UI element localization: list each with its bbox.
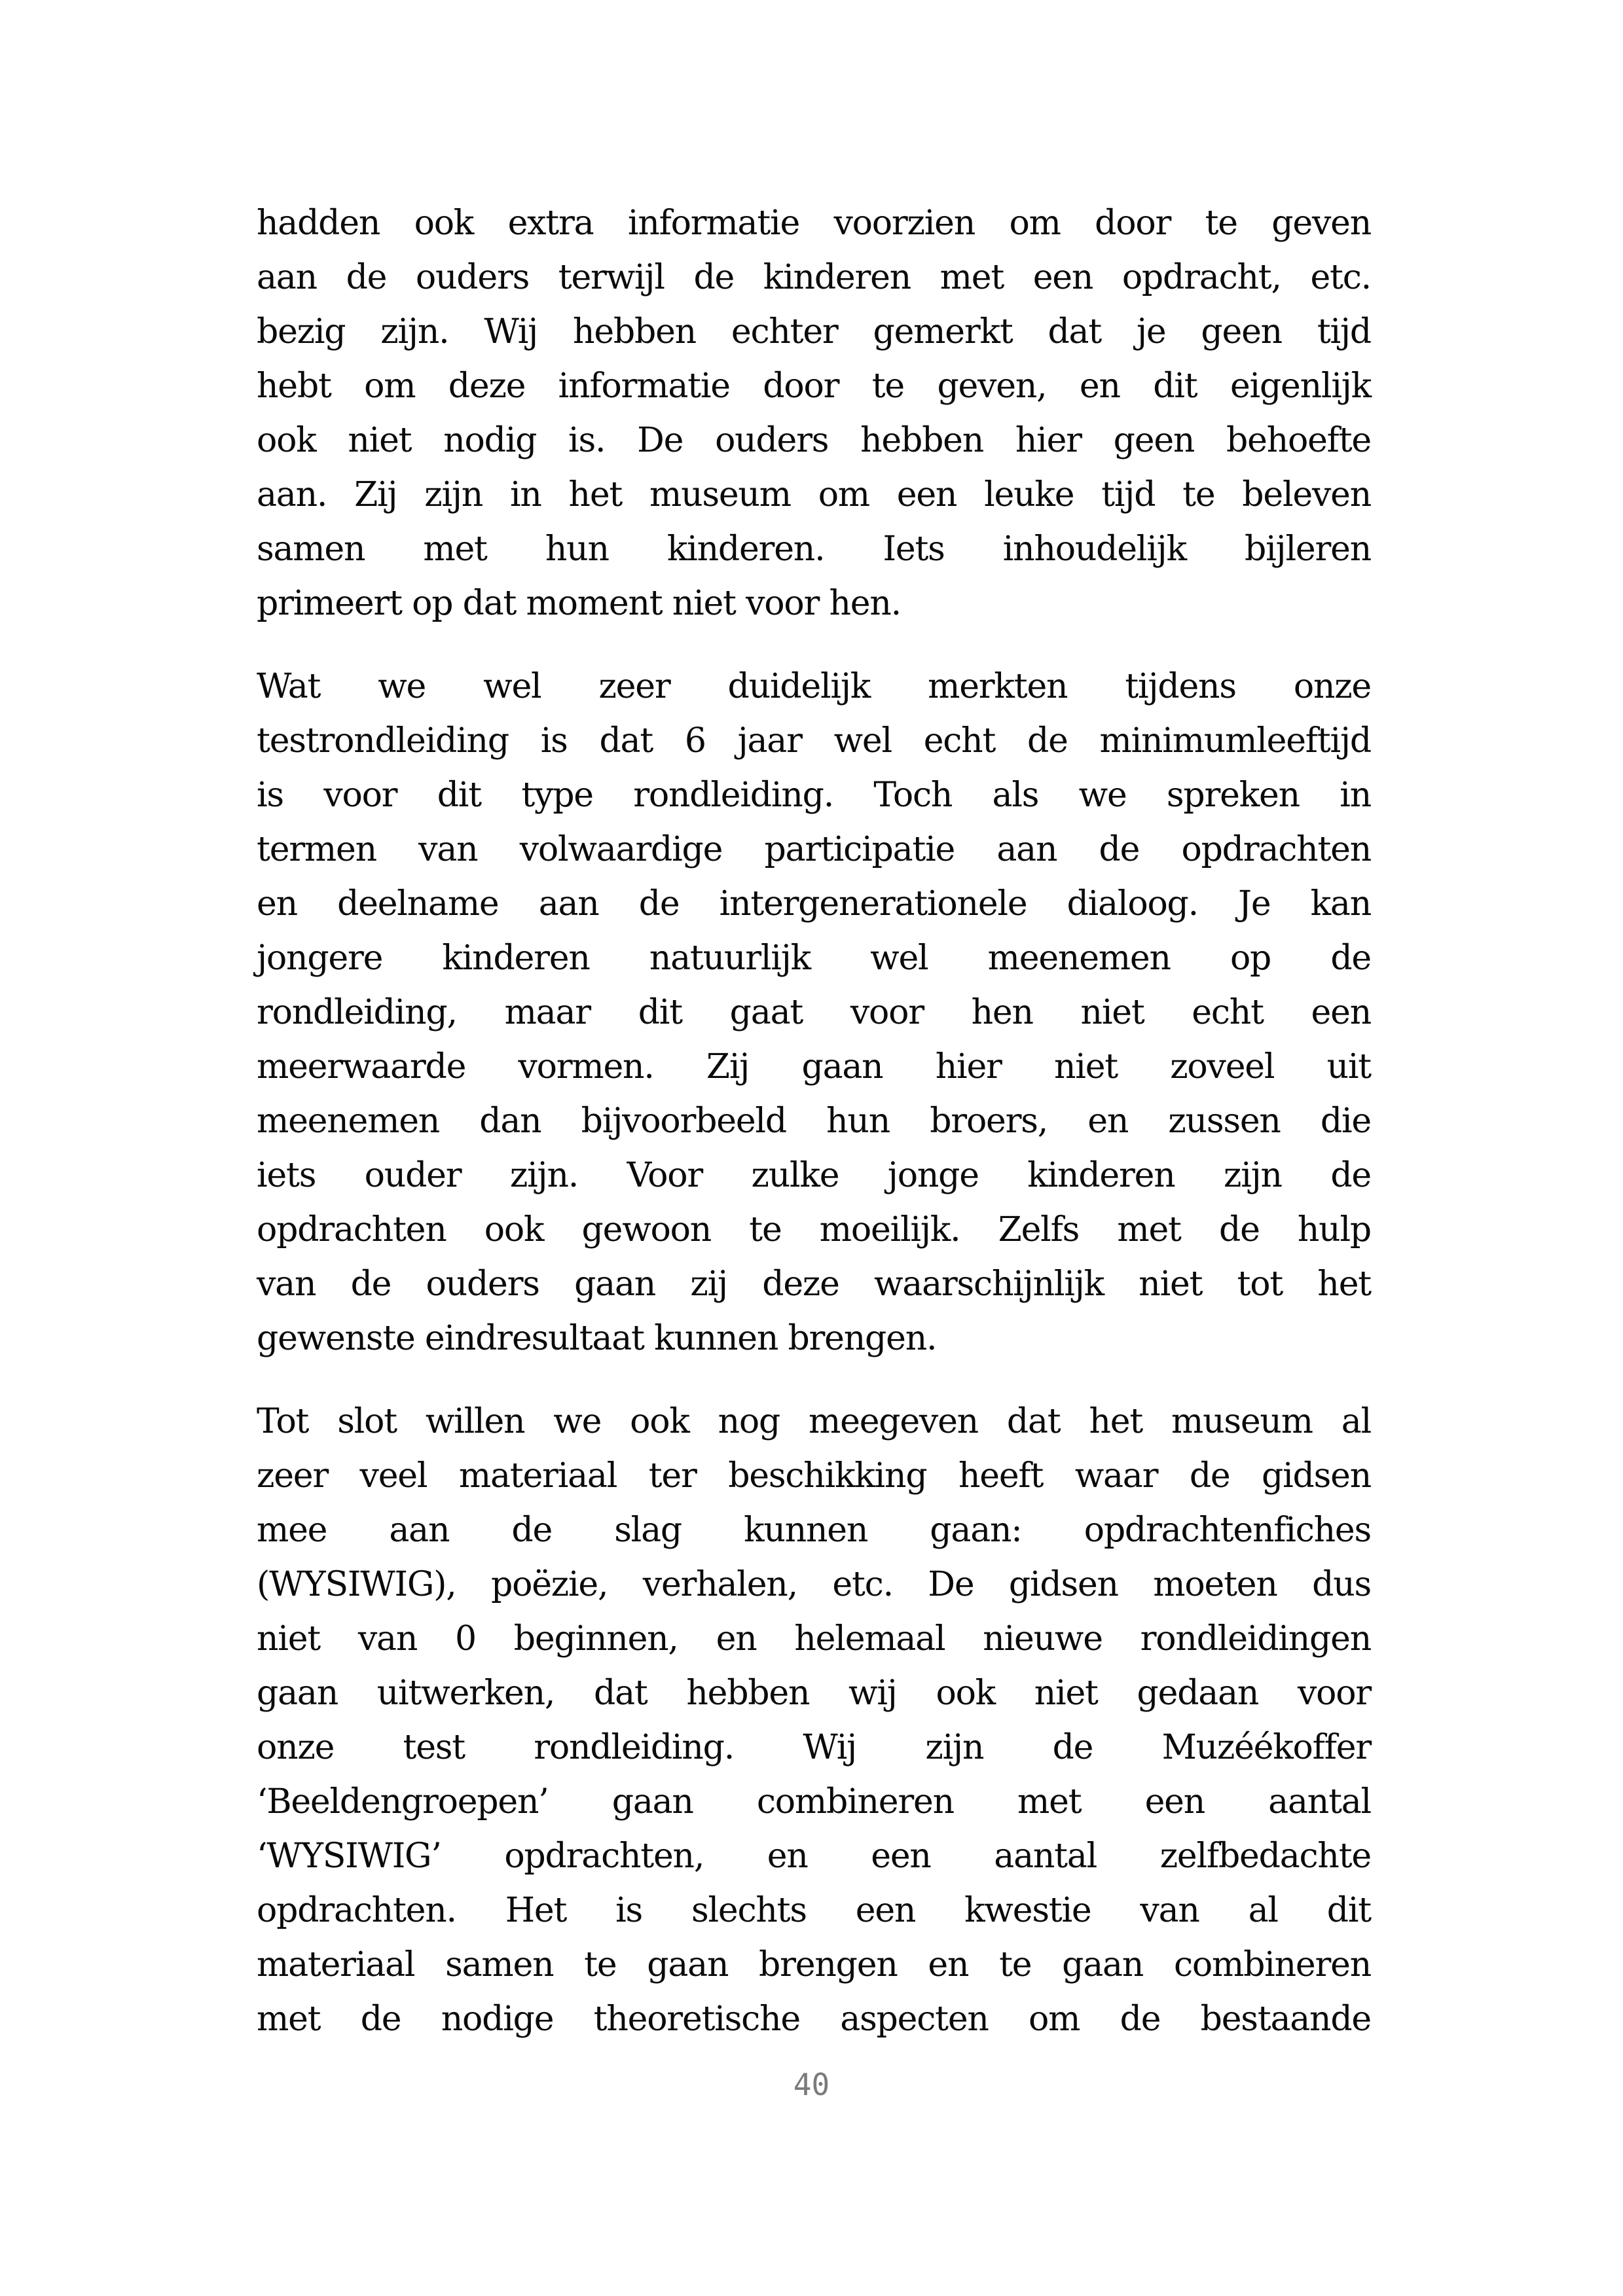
text-line: materiaal samen te gaan brengen en te gaan combineren: [257, 1945, 1371, 1984]
text-line: (WYSIWIG), poëzie, verhalen, etc. De gidsen moeten dus: [257, 1565, 1371, 1604]
text-line: bezig zijn. Wij hebben echter gemerkt dat je geen tijd: [257, 312, 1371, 351]
text-line: aan de ouders terwijl de kinderen met een opdracht, etc.: [257, 258, 1371, 297]
text-line: niet van 0 beginnen, en helemaal nieuwe rondleidingen: [257, 1619, 1371, 1659]
paragraph-1: [257, 196, 1371, 631]
text-line: hadden ook extra informatie voorzien om door te geven: [257, 204, 1371, 243]
text-line: zeer veel materiaal ter beschikking heeft waar de gidsen: [257, 1456, 1371, 1496]
text-line: gewenste eindresultaat kunnen brengen.: [257, 1319, 937, 1358]
text-line: ook niet nodig is. De ouders hebben hier geen behoefte: [257, 421, 1371, 460]
text-line: van de ouders gaan zij deze waarschijnlijk niet tot het: [257, 1265, 1371, 1304]
text-line: hebt om deze informatie door te geven, en dit eigenlijk: [257, 367, 1371, 406]
paragraph-2: [257, 660, 1371, 1366]
text-line: aan. Zij zijn in het museum om een leuke tijd te beleven: [257, 475, 1371, 514]
text-line: met de nodige theoretische aspecten om de bestaande: [257, 2000, 1371, 2039]
text-line: ‘Beeldengroepen’ gaan combineren met een aantal: [257, 1782, 1371, 1821]
text-line: rondleiding, maar dit gaat voor hen niet echt een: [257, 993, 1371, 1032]
text-line: opdrachten. Het is slechts een kwestie van al dit: [257, 1891, 1371, 1930]
text-line: mee aan de slag kunnen gaan: opdrachtenfiches: [257, 1511, 1371, 1550]
text-line: opdrachten ook gewoon te moeilijk. Zelfs met de hulp: [257, 1210, 1371, 1249]
text-line: testrondleiding is dat 6 jaar wel echt de minimumleeftijd: [257, 721, 1371, 761]
text-line: en deelname aan de intergenerationele dialoog. Je kan: [257, 884, 1371, 924]
text-line: primeert op dat moment niet voor hen.: [257, 584, 901, 623]
text-line: onze test rondleiding. Wij zijn de Muzéékoffer: [257, 1728, 1371, 1767]
text-line: samen met hun kinderen. Iets inhoudelijk bijleren: [257, 529, 1371, 569]
text-line: meenemen dan bijvoorbeeld hun broers, en zussen die: [257, 1102, 1371, 1141]
text-line: Tot slot willen we ook nog meegeven dat het museum al: [257, 1402, 1371, 1441]
text-line: is voor dit type rondleiding. Toch als we spreken in: [257, 776, 1371, 815]
text-line: jongere kinderen natuurlijk wel meenemen op de: [257, 939, 1371, 978]
body-text: [257, 196, 1371, 2075]
text-line: meerwaarde vormen. Zij gaan hier niet zoveel uit: [257, 1047, 1371, 1086]
text-line: iets ouder zijn. Voor zulke jonge kinderen zijn de: [257, 1156, 1371, 1195]
page-number: 40: [793, 2067, 830, 2102]
paragraph-3: [257, 1395, 1371, 2047]
text-line: Wat we wel zeer duidelijk merkten tijdens onze: [257, 667, 1371, 706]
text-line: gaan uitwerken, dat hebben wij ook niet gedaan voor: [257, 1674, 1371, 1713]
text-line: ‘WYSIWIG’ opdrachten, en een aantal zelfbedachte: [257, 1837, 1371, 1876]
text-line: termen van volwaardige participatie aan de opdrachten: [257, 830, 1371, 869]
